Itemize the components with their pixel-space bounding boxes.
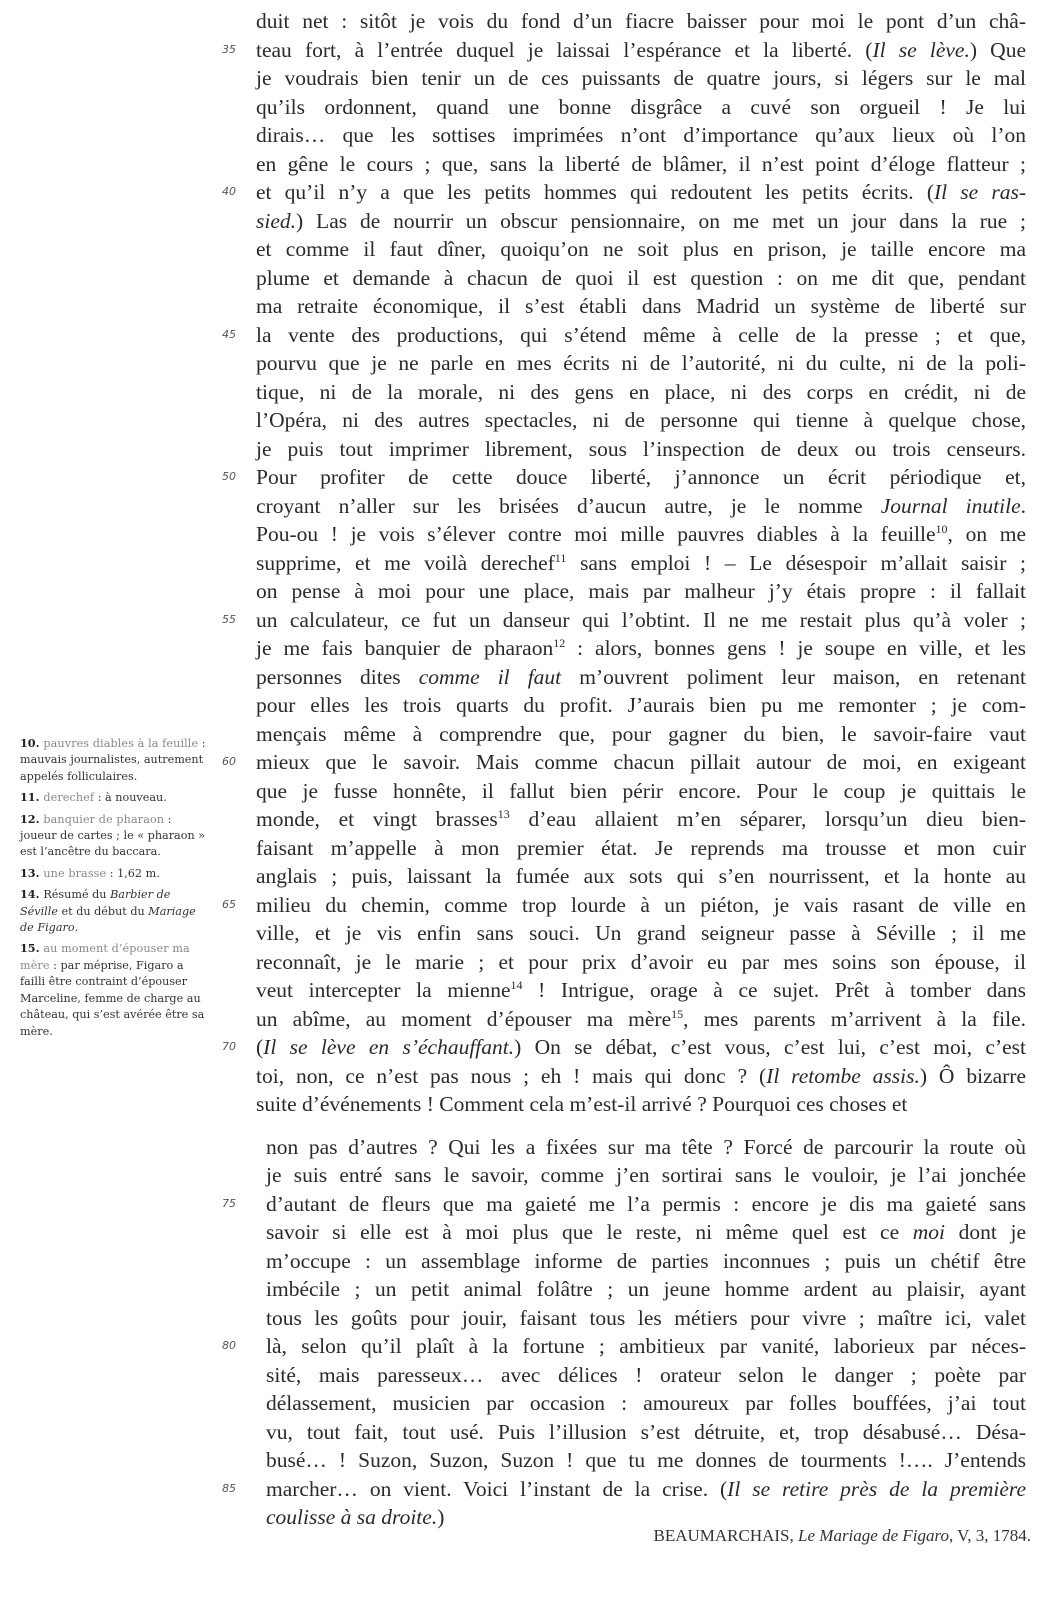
text-line — [256, 121, 1026, 150]
line-content: marcher… on vient. Voici l’instant de la crise. (Il se retire près de la première — [266, 1476, 1026, 1501]
text-line — [256, 235, 1026, 264]
line-content: délassement, musicien par occasion : amoureux par folles bouffées, j’ai tout — [266, 1391, 1026, 1415]
line-content: pour elles les trois quarts du profit. J’aurais bien pu me remonter ; je com- — [256, 693, 1026, 717]
text-line — [266, 1218, 1026, 1247]
text-line — [256, 406, 1026, 435]
footnote-term: une brasse — [43, 866, 107, 880]
text-line — [256, 150, 1026, 179]
text-line — [256, 549, 1026, 578]
footnote-term: pauvres diables à la feuille — [43, 737, 199, 750]
text-line — [256, 663, 1026, 692]
line-content: mençais même à comprendre que, pour gagner du bien, le savoir-faire vaut — [256, 721, 1026, 746]
text-line — [266, 1361, 1026, 1390]
paragraph-gap — [256, 1119, 1026, 1133]
line-content: tique, ni de la morale, ni des gens en place, ni des corps en crédit, ni de — [256, 379, 1026, 404]
line-content: m’occupe : un assemblage informe de parties inconnues ; puis un chétif être — [266, 1248, 1026, 1273]
footnote-definition: : à nouveau. — [94, 791, 167, 805]
text-line — [222, 891, 1026, 920]
line-content: personnes dites comme il faut m’ouvrent poliment leur maison, en retenant — [256, 664, 1026, 689]
line-content: en gêne le cours ; que, sans la liberté de blâmer, il n’est point d’éloge flatteur ; — [256, 151, 1026, 176]
footnote-number: 14. — [20, 887, 44, 902]
text-line — [256, 805, 1026, 834]
main-text — [222, 7, 1027, 1532]
line-number: 85 — [222, 1481, 236, 1495]
line-content: mieux que le savoir. Mais comme chacun pillait autour de moi, en exigeant — [256, 750, 1026, 774]
citation-reference: , V, 3, 1784. — [948, 1526, 1031, 1545]
footnote-number: 10. — [20, 736, 44, 750]
text-line — [256, 1005, 1026, 1034]
line-content: plume et demande à chacun de quoi il est question : on me dit que, pendant — [256, 265, 1026, 290]
text-line — [256, 862, 1026, 891]
line-number: 35 — [222, 42, 236, 56]
text-line — [256, 207, 1026, 236]
footnote — [20, 886, 210, 936]
text-line — [256, 378, 1026, 407]
text-line — [256, 976, 1026, 1005]
line-content: ma retraite économique, il s’est établi dans Madrid un système de liberté sur — [256, 294, 1026, 318]
text-line — [256, 1062, 1026, 1091]
footnote-number: 15. — [20, 941, 44, 956]
line-content: sied.) Las de nourrir un obscur pensionnaire, on me met un jour dans la rue ; — [256, 208, 1026, 233]
footnotes — [20, 735, 210, 1044]
line-number: 80 — [222, 1339, 236, 1352]
text-line — [256, 1090, 1026, 1119]
line-content: coulisse à sa droite.) — [266, 1505, 445, 1529]
line-content: je voudrais bien tenir un de ces puissants de quatre jours, si légers sur le mal — [256, 66, 1026, 90]
line-number: 40 — [222, 185, 236, 198]
line-content: monde, et vingt brasses$^{13}$ d’eau allaient m’en séparer, lorsqu’un dieu bien- — [256, 807, 1026, 831]
line-content: un calculateur, ce fut un danseur qui l’obtint. Il ne me restait plus qu’à voler ; — [256, 607, 1026, 632]
line-number: 45 — [222, 327, 236, 341]
line-content: faisant m’appelle à mon premier état. Je reprends ma trousse et mon cuir — [256, 835, 1026, 860]
line-content: et comme il faut dîner, quoiqu’on ne soit plus en prison, je taille encore ma — [256, 237, 1026, 261]
text-line — [266, 1247, 1026, 1276]
line-content: non pas d’autres ? Qui les a fixées sur ma tête ? Forcé de parcourir la route où — [266, 1134, 1026, 1159]
line-content: ville, et je vis enfin sans souci. Un grand seigneur passe à Séville ; il me — [256, 921, 1026, 945]
line-content: teau fort, à l’entrée duquel je laissai l’espérance et la liberté. (Il se lève.) Que — [256, 37, 1026, 62]
line-content: et qu’il n’y a que les petits hommes qui redoutent les petits écrits. (Il se ras- — [256, 180, 1026, 204]
line-content: croyant n’aller sur les brisées d’aucun autre, je le nomme Journal inutile. — [256, 493, 1026, 518]
footnote-term: au moment d’épouser ma mère — [20, 942, 190, 972]
text-line — [266, 1275, 1026, 1304]
line-content: toi, non, ce n’est pas nous ; eh ! mais qui donc ? (Il retombe assis.) Ô bizarre — [256, 1063, 1026, 1088]
footnote-definition: : 1,62 m. — [106, 866, 160, 880]
footnote-number: 12. — [20, 811, 44, 826]
footnote-definition: : par méprise, Figaro a failli être contraint d’épouser Marceline, femme de charge au château, qui s’est avérée être sa mère. — [20, 958, 205, 1038]
line-content: je suis entré sans le savoir, comme j’en sortirai sans le vouloir, je l’ai jonchée — [266, 1163, 1026, 1187]
line-content: d’autant de fleurs que ma gaieté me l’a permis : encore je dis ma gaieté sans — [266, 1191, 1026, 1216]
line-content: supprime, et me voilà derechef$^{11}$ sans emploi ! – Le désespoir m’allait saisir ; — [256, 550, 1026, 575]
line-content: un abîme, au moment d’épouser ma mère$^{15}$, mes parents m’arrivent à la file. — [256, 1006, 1026, 1031]
text-line — [256, 691, 1026, 720]
line-content: on pense à moi pour une place, mais par malheur j’y étais propre : il fallait — [256, 579, 1026, 603]
footnote — [20, 811, 210, 861]
text-line — [256, 292, 1026, 321]
text-line — [266, 1161, 1026, 1190]
line-content: là, selon qu’il plaît à la fortune ; ambitieux par vanité, laborieux par néces- — [266, 1334, 1026, 1358]
footnote — [20, 865, 210, 882]
text-line — [222, 463, 1026, 492]
line-content: Pour profiter de cette douce liberté, j’annonce un écrit périodique et, — [256, 465, 1026, 489]
text-line — [222, 1475, 1026, 1504]
text-line — [266, 1389, 1026, 1418]
citation-work-title: Le Mariage de Figaro — [798, 1526, 949, 1545]
line-content: savoir si elle est à moi plus que le reste, ni même quel est ce moi dont je — [266, 1220, 1026, 1244]
line-content: duit net : sitôt je vois du fond d’un fiacre baisser pour moi le pont d’un châ- — [256, 9, 1026, 33]
line-content: suite d’événements ! Comment cela m’est-il arrivé ? Pourquoi ces choses et — [256, 1092, 908, 1116]
line-number: 75 — [222, 1196, 236, 1210]
line-content: (Il se lève en s’échauffant.) On se débat, c’est vous, c’est lui, c’est moi, c’est — [256, 1035, 1026, 1059]
footnote — [20, 789, 210, 806]
footnote — [20, 735, 210, 785]
text-line — [256, 7, 1026, 36]
text-line — [266, 1133, 1026, 1162]
text-line — [222, 1190, 1026, 1219]
text-block-1 — [222, 7, 1027, 1119]
line-content: tous les goûts pour jouir, faisant tous les métiers pour vivre ; maître ici, valet — [266, 1305, 1026, 1330]
footnote-definition: : mauvais journalistes, autrement appelés folliculaires. — [20, 737, 206, 783]
text-line — [256, 93, 1026, 122]
line-content: qu’ils ordonnent, quand une bonne disgrâce a cuvé son orgueil ! Je lui — [256, 94, 1026, 119]
line-content: veut intercepter la mienne$^{14}$ ! Intrigue, orage à ce sujet. Prêt à tomber dans — [256, 978, 1027, 1002]
text-line — [256, 64, 1026, 93]
citation-author: BEAUMARCHAIS, — [653, 1526, 794, 1545]
line-number: 60 — [222, 755, 236, 768]
text-line — [256, 834, 1026, 863]
text-line — [266, 1418, 1026, 1447]
text-line — [256, 264, 1026, 293]
footnote-term: derechef — [43, 791, 95, 805]
text-line — [222, 606, 1026, 635]
line-content: dirais… que les sottises imprimées n’ont d’importance qu’aux lieux où l’on — [256, 123, 1026, 147]
line-content: milieu du chemin, comme trop lourde à un piéton, je vais rasant de ville en — [256, 892, 1026, 917]
line-content: sité, mais paresseux… avec délices ! orateur selon le danger ; poète par — [266, 1362, 1026, 1387]
footnote-term: banquier de pharaon — [43, 812, 165, 826]
text-line — [266, 1446, 1026, 1475]
text-line — [222, 1332, 1026, 1361]
line-content: que je fusse honnête, il fallut bien périr encore. Pour le coup je quittais le — [256, 778, 1026, 803]
source-citation — [654, 1526, 1032, 1546]
line-number: 50 — [222, 470, 236, 483]
line-content: anglais ; puis, laissant la fumée aux sots qui s’en nourrissent, et la honte au — [256, 864, 1026, 888]
text-block-2 — [222, 1133, 1026, 1532]
text-line — [222, 178, 1026, 207]
text-line — [266, 1304, 1026, 1333]
text-line — [222, 748, 1026, 777]
text-line — [256, 777, 1026, 806]
line-content: imbécile ; un petit animal folâtre ; un jeune homme ardent au plaisir, ayant — [266, 1277, 1026, 1301]
line-content: pourvu que je ne parle en mes écrits ni de l’autorité, ni du culte, ni de la poli- — [256, 351, 1026, 375]
line-content: vu, tout fait, tout usé. Puis l’illusion s’est détruite, et, trop désabusé… Désa- — [266, 1419, 1026, 1444]
footnote-definition: : joueur de cartes ; le « pharaon » est l’ancêtre du baccara. — [20, 812, 206, 859]
text-line — [256, 349, 1026, 378]
text-line — [256, 919, 1026, 948]
footnote — [20, 940, 210, 1039]
line-content: l’Opéra, ni des autres spectacles, ni de personne qui tienne à quelque chose, — [256, 408, 1026, 432]
line-content: busé… ! Suzon, Suzon, Suzon ! que tu me donnes de tourments !…. J’entends — [266, 1448, 1026, 1472]
text-line — [256, 577, 1026, 606]
footnote-number: 11. — [20, 790, 44, 805]
line-content: Pou-ou ! je vois s’élever contre moi mille pauvres diables à la feuille$^{10}$, on me — [256, 522, 1026, 546]
line-content: reconnaît, je le marie ; et pour prix d’avoir eu par mes soins son épouse, il — [256, 949, 1026, 974]
text-line — [256, 634, 1026, 663]
text-line — [256, 435, 1026, 464]
footnote-definition: Résumé du Barbier de Séville et du début du Mariage de Figaro. — [20, 888, 196, 935]
line-number: 55 — [222, 612, 236, 626]
text-line — [222, 36, 1026, 65]
text-line — [256, 948, 1026, 977]
footnote-number: 13. — [20, 865, 44, 880]
line-content: la vente des productions, qui s’étend même à celle de la presse ; et que, — [256, 322, 1026, 347]
line-number: 65 — [222, 897, 236, 911]
text-line — [222, 1033, 1026, 1062]
text-line — [222, 321, 1026, 350]
text-line — [256, 720, 1026, 749]
line-content: je puis tout imprimer librement, sous l’inspection de deux ou trois censeurs. — [256, 436, 1026, 461]
line-content: je me fais banquier de pharaon$^{12}$ : alors, bonnes gens ! je soupe en ville, et les — [256, 636, 1026, 660]
line-number: 70 — [222, 1040, 236, 1053]
text-line — [256, 492, 1026, 521]
text-line — [256, 520, 1026, 549]
